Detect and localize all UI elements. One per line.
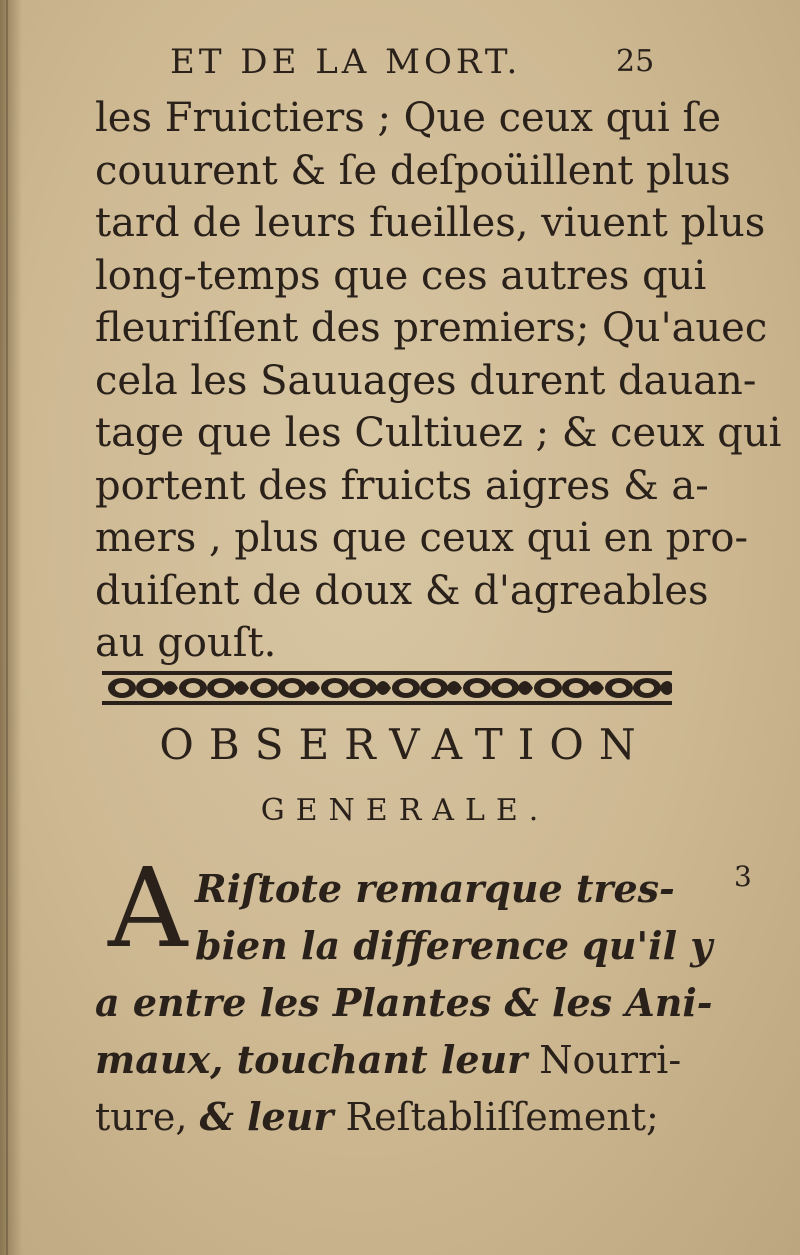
text-line: Riſtote remarque tres- <box>195 866 675 911</box>
observation-paragraph <box>95 844 713 1145</box>
body-paragraph <box>95 92 782 670</box>
text-line: couurent & ſe deſpoüillent plus <box>95 147 731 194</box>
text-line: les Fruictiers ; Que ceux qui ſe <box>95 95 722 141</box>
roman-segment: Nourri- <box>527 1038 682 1082</box>
page-header <box>170 42 670 92</box>
italic-segment: maux, touchant leur <box>95 1037 528 1082</box>
text-line <box>95 1088 695 1145</box>
text-line: long-temps que ces autres qui <box>95 252 707 299</box>
italic-segment: & leur <box>199 1094 334 1139</box>
text-line: portent des fruicts aigres & a- <box>95 462 709 509</box>
text-line: a entre les Plantes & les Ani- <box>95 980 713 1025</box>
text-line: bien la difference qu'il y <box>195 923 713 968</box>
text-line: tage que les Cultiuez ; & ceux qui <box>95 410 782 456</box>
ornamental-border <box>102 668 672 708</box>
section-subtitle: GENERALE. <box>260 793 550 828</box>
text-line <box>95 1031 695 1088</box>
text-line: fleuriſſent des premiers; Qu'auec <box>95 305 768 351</box>
text-line: tard de leurs fueilles, viuent plus <box>95 200 766 246</box>
page-gutter-shadow <box>0 0 22 1255</box>
roman-segment: Reſtabliſſement; <box>333 1095 659 1139</box>
text-line: mers , plus que ceux qui en pro- <box>95 515 749 561</box>
text-line: cela les Sauuages durent dauan- <box>95 357 757 404</box>
roman-segment: ture, <box>95 1095 200 1139</box>
running-head: ET DE LA MORT. <box>170 42 522 82</box>
margin-note: 3 <box>734 860 752 893</box>
drop-cap: A <box>108 844 188 972</box>
page-gutter-edge <box>6 0 8 1255</box>
page-number: 25 <box>616 44 655 79</box>
section-title: OBSERVATION <box>159 720 651 769</box>
text-line: au gouſt. <box>95 620 277 666</box>
text-line: duiſent de doux & d'agreables <box>95 567 709 614</box>
